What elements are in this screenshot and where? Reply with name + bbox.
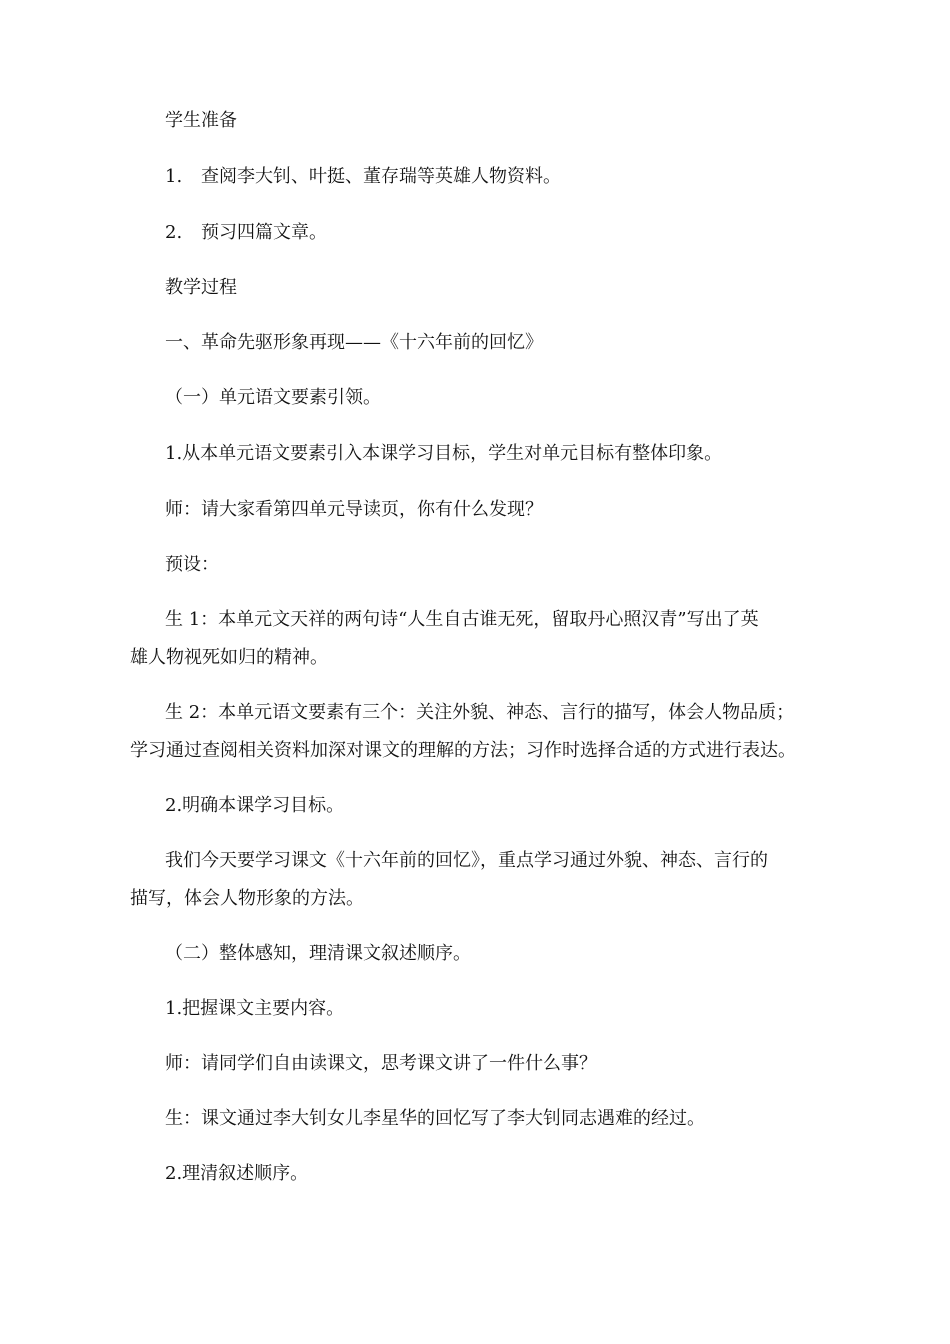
- teacher-question-1: 师：请大家看第四单元导读页，你有什么发现？: [165, 499, 543, 520]
- prep-item-1-number: 1.: [165, 166, 183, 187]
- student-prep-heading: 学生准备: [165, 110, 237, 131]
- prep-item-2: [165, 222, 327, 244]
- student-2-line-2: 学习通过查阅相关资料加深对课文的理解的方法；习作时选择合适的方式进行表达。: [130, 740, 796, 761]
- step-1-1: 1.从本单元语文要素引入本课学习目标，学生对单元目标有整体印象。: [165, 443, 723, 464]
- teacher-question-2: 师：请同学们自由读课文，思考课文讲了一件什么事？: [165, 1053, 597, 1074]
- student-answer: 生：课文通过李大钊女儿李星华的回忆写了李大钊同志遇难的经过。: [165, 1108, 705, 1129]
- preset-label: 预设：: [165, 554, 219, 575]
- section-one-title: 一、革命先驱形象再现——《十六年前的回忆》: [165, 332, 543, 353]
- goal-line-2: 描写，体会人物形象的方法。: [130, 888, 364, 909]
- student-1-line-2: 雄人物视死如归的精神。: [130, 647, 328, 668]
- step-2-2: 2.理清叙述顺序。: [165, 1163, 309, 1184]
- student-2-line-1: 生 2：本单元语文要素有三个：关注外貌、神态、言行的描写，体会人物品质；: [165, 702, 795, 723]
- sub-one-title: （一）单元语文要素引领。: [165, 387, 381, 408]
- prep-item-2-text: 预习四篇文章。: [201, 222, 327, 243]
- student-1-line-1: 生 1：本单元文天祥的两句诗“人生自古谁无死，留取丹心照汉青”写出了英: [165, 609, 759, 630]
- step-2-1: 1.把握课文主要内容。: [165, 998, 345, 1019]
- step-1-2: 2.明确本课学习目标。: [165, 795, 345, 816]
- goal-line-1: 我们今天要学习课文《十六年前的回忆》，重点学习通过外貌、神态、言行的: [165, 850, 768, 871]
- sub-two-title: （二）整体感知，理清课文叙述顺序。: [165, 943, 471, 964]
- prep-item-1-text: 查阅李大钊、叶挺、董存瑞等英雄人物资料。: [201, 166, 561, 187]
- process-heading: 教学过程: [165, 277, 237, 298]
- prep-item-1: [165, 166, 561, 188]
- prep-item-2-number: 2.: [165, 222, 183, 243]
